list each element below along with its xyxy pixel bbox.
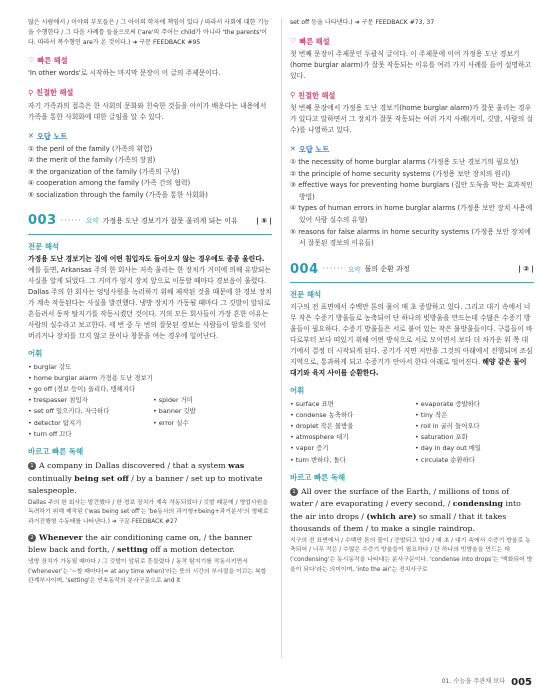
left-kind-header: ⚲ 친절한 해설 bbox=[28, 88, 74, 98]
list-item: ② the principle of home security systems (가정용 보안 장치의 원리) bbox=[290, 169, 511, 178]
question-number: 003 bbox=[28, 213, 57, 229]
translation-text: 가정용 도난 경보기는 집에 어떤 침입자도 들어오지 않는 경우에도 종종 울린다. 예를 들면, Arkansas 주의 한 회사는 저속 울리는 한 장치가 거미에 의해 유발되는 사실을 알게 되었다. 그 거미가 엄지 장치 앞으로 이동할 때마다 경보음이 울렸다. Dallas 주의 한 회사는 엉덩사원을 녹러하기 위해 제작된 것을 때문에 한 경보 장치가 계속 작동된다는 사실을 발견했다. 냉방 장치가 가동될 때마다 그 깃발이 앞뒤로 흔들려서 동작 탐지기를 작동시켰던 것이다. 거의 모든 회사들이 가장 흔한 이유는 사람의 실수라고 보고한다. 세 번 중 두 번의 잘못된 경보는 사람들이 암호를 잊어버리거나 장치를 끄지 않고 문이나 창문을 여는 경우에 일어난다. bbox=[28, 255, 272, 341]
heart-icon: ♡ bbox=[290, 36, 297, 45]
translation-title: 전문 해석 bbox=[28, 241, 60, 251]
list-item: ③ effective ways for preventing home burglars (집안 도둑을 막는 효과적인 방법) bbox=[290, 181, 533, 201]
question-number: 004 bbox=[290, 261, 319, 277]
page-footer bbox=[442, 675, 532, 691]
column-divider bbox=[281, 18, 282, 658]
question-topic: 가정용 도난 경보기가 잘못 울리게 되는 이유 bbox=[102, 217, 238, 226]
vocab-item: • banner 깃발 bbox=[153, 407, 196, 416]
list-item: ④ cooperation among the family (가족 간의 협력) bbox=[28, 179, 191, 188]
list-item: ① the peril of the family (가족의 위험) bbox=[28, 144, 153, 153]
left-kind-text: 자기 가족과의 접촉은 한 사회의 문화와 친숙한 것들을 아이가 배운다는 내용에서 가족을 통한 사회화에 대한 글임을 알 수 있다. bbox=[28, 101, 267, 121]
vocab-list bbox=[290, 399, 534, 466]
question-answer: | ⑤ | bbox=[256, 217, 272, 226]
search-icon: ⚲ bbox=[290, 91, 296, 100]
left-column bbox=[28, 18, 272, 591]
vocab-item: • evaporate 증발하다 bbox=[415, 399, 481, 408]
reading-sentence-1: 1 All over the surface of the Earth, / millions of tons of water / are evaporating / every second, / condensing into the air into drops / (which are) so small / that it takes thousands of them / to make a single raindrop. bbox=[290, 487, 521, 533]
page-number: 005 bbox=[511, 676, 532, 688]
vocab-title: 어휘 bbox=[28, 349, 43, 359]
list-item: ① the necessity of home burglar alarms (가정용 도난 경보기의 필요성) bbox=[290, 158, 519, 167]
search-icon: ⚲ bbox=[28, 88, 34, 97]
vocab-item: • droplet 작은 물방울 bbox=[290, 422, 354, 431]
vocab-item: • tiny 작은 bbox=[415, 410, 448, 419]
vocab-item: • turn off 끄다 bbox=[28, 429, 72, 438]
question-004-header bbox=[290, 260, 534, 283]
vocab-title: 어휘 bbox=[290, 386, 305, 396]
list-item: ② the merit of the family (가족의 장점) bbox=[28, 156, 156, 165]
left-intro: 많은 사람에서 / 이야의 부모들은 / 그 아이의 학자에 책임이 있다 / 따라서 사회에 대한 기능을 수행한다 / 그 다음 사례를 들을으로써 ('are'의 주어는 child가 아니라 'the parents'이다. 따라서 복수형인 are가 온 것이다.) ➜ 구문 FEEDBACK #95 bbox=[28, 19, 270, 46]
list-item: ⑤ reasons for false alarms in home security systems (가정용 보안 장치에서 잘못된 경보의 이유들) bbox=[290, 227, 531, 248]
right-wrong-header: ✕ 오답 노트 bbox=[290, 145, 330, 155]
right-column bbox=[290, 18, 534, 580]
right-wrong-list bbox=[290, 157, 534, 249]
vocab-item: • detector 탐지기 bbox=[28, 418, 82, 427]
vocab-item: • circulate 순환하다 bbox=[415, 455, 475, 464]
vocab-item: • saturation 포화 bbox=[415, 433, 468, 442]
bullet-icon: 1 bbox=[290, 488, 298, 496]
vocab-item: • trespasser 침입자 bbox=[28, 396, 88, 405]
vocab-item: • error 실수 bbox=[153, 418, 189, 427]
vocab-item: • set off 일으키다, 자극하다 bbox=[28, 407, 110, 416]
bullet-icon: 2 bbox=[28, 534, 36, 542]
reading-note-1: 지구의 전 표면에서 / 수백만 톤의 물이 / 증발되고 있다 / 매 초 / 대기 속에서 수증기 방울로 농축되어 / 너무 작은 / 수많은 수증기 방울들이 필요하다 / 단 하나의 빗방울을 만드는 데 ('condensing'은 동시동작을 나타내는 분사구문이다. 'condense into drops'는 '액화되어 방울이 되다'라는 의미이며, 'into the air'는 전치사구로 bbox=[290, 537, 533, 573]
vocab-item: • condense 농축하다 bbox=[290, 410, 354, 419]
vocab-list bbox=[28, 362, 272, 440]
question-topic: 물의 순환 과정 bbox=[364, 265, 410, 274]
question-003-header bbox=[28, 211, 272, 234]
reading-note-1: Dallas 주의 한 회사는 발견했다 / 한 경보 장치가 계속 작동되었다 / 깃발 때문에 / 영업사원을 독려하기 위해 제작된 ('was being set off'는 'be동사의 과거형+being+과거분사'의 형태로 과거진행형 수동태를 나타낸다.) ➜ 구문 FEEDBACK #27 bbox=[28, 499, 269, 526]
wrong-mark-icon: ✕ bbox=[28, 131, 34, 140]
footer-chapter-label: 01. 수능을 주관채 보다 bbox=[441, 678, 506, 686]
question-label: 요약 bbox=[347, 265, 361, 274]
vocab-item: • day in day out 매일 bbox=[415, 444, 482, 453]
right-intro: set off 등을 나타낸다.) ➜ 구문 FEEDBACK #73, 37 bbox=[290, 19, 435, 26]
dots-icon: ······ bbox=[322, 264, 344, 274]
vocab-item: • atmosphere 대기 bbox=[290, 433, 349, 442]
vocab-item: • surface 표면 bbox=[290, 399, 334, 408]
wrong-mark-icon: ✕ bbox=[290, 145, 296, 154]
heart-icon: ♡ bbox=[28, 56, 35, 65]
reading-note-2: 냉방 장치가 가동될 때마다 / 그 깃발이 앞뒤로 흔들렸다 / 동작 탐지기를 작동시키면서 ('whenever'는 '~할 때마다(= at any time when)'라는 뜻의 시간의 부사절을 이끄는 복합관계부사이며, 'setting'은 연속동작의 분사구문으로 and it bbox=[28, 559, 267, 585]
vocab-item: • burglar 강도 bbox=[28, 362, 72, 371]
vocab-item: • turn 변하다, 돌다 bbox=[290, 455, 346, 464]
right-quick-text: 첫 번째 문장이 주제문인 두괄식 글이다. 이 주제문에 이어 가정용 도난 경보기(home burglar alarm)가 잘못 작동되는 이유를 여러 가지 사례를 들어 설명하고 있다. bbox=[290, 49, 532, 80]
right-kind-header: ⚲ 친절한 해설 bbox=[290, 90, 336, 100]
reading-sentence-2: 2 Whenever the air conditioning came on, / the banner blew back and forth, / setting off a motion detector. bbox=[28, 532, 253, 554]
left-wrong-header: ✕ 오답 노트 bbox=[28, 131, 68, 141]
vocab-item: • vapor 증기 bbox=[290, 444, 329, 453]
translation-text: 지구의 전 표면에서 수백만 톤의 물이 매 초 증발하고 있다. 그리고 대기 속에서 너무 작은 수증기 방울들로 농축되어 단 하나의 빗방울을 만드는데 수많은 수증기 방울들이 필요하다. 수증기 방울들은 서로 붙어 있는 작은 물방울들이다. 구름들이 바다로부터 보다 떠있기 위해 어떤 방식으로 서로 모이면서 보다 더 차가운 위 쪽 대기에서 결정 더 시작되게 된다. 공기가 지면 저만을 그것의 아래에서 진행되며 조심 지역으로, 통과하게 되고 수증기가 안아서 한다 아래로 떨어진다. 해양 같은 물이 대기와 육지 사이를 순환한다. bbox=[290, 303, 533, 378]
question-answer: | ② | bbox=[518, 265, 534, 274]
left-quick-text: 'In other words'로 시작하는 마지막 문장이 이 글의 주제문이다. bbox=[28, 69, 221, 78]
list-item: ④ types of human errors in home burglar alarms (가정용 보안 장치 사용에 있어 사람 실수의 유형) bbox=[290, 204, 533, 224]
reading-title: 바르고 빠른 독해 bbox=[28, 446, 84, 456]
right-quick-header: ♡ 빠른 해설 bbox=[290, 36, 330, 46]
right-kind-text: 첫 번째 문장에서 가정용 도난 경보기(home burglar alarm)가 잘못 울리는 경우가 있다고 말하면서 그 장치가 잘못 작동되는 여러 가지 사례(거미, 깃발, 사람의 실수)를 나열하고 있다. bbox=[290, 104, 534, 135]
vocab-item: • go off (경보 등이) 울리다, 탱해지다 bbox=[28, 384, 136, 393]
translation-title: 전문 해석 bbox=[290, 289, 322, 299]
bullet-icon: 1 bbox=[28, 462, 36, 470]
list-item: ③ the organization of the family (가족의 구성) bbox=[28, 167, 180, 176]
left-wrong-list bbox=[28, 144, 272, 202]
list-item: ⑤ socialization through the family (가족을 통한 사회화) bbox=[28, 190, 208, 199]
reading-sentence-1: 1 A company in Dallas discovered / that a system was continually being set off / by a banner / set up to motivate salespeople. bbox=[28, 461, 263, 495]
question-label: 요약 bbox=[85, 217, 99, 226]
reading-title: 바르고 빠른 독해 bbox=[290, 472, 346, 482]
vocab-item: • spider 거미 bbox=[153, 396, 193, 405]
left-quick-header: ♡ 빠른 해설 bbox=[28, 56, 68, 66]
vocab-item: • roll in 굴러 들어오다 bbox=[415, 422, 480, 431]
dots-icon: ······ bbox=[60, 216, 82, 226]
vocab-item: • home burglar alarm 가정용 도난 경보기 bbox=[28, 373, 153, 382]
